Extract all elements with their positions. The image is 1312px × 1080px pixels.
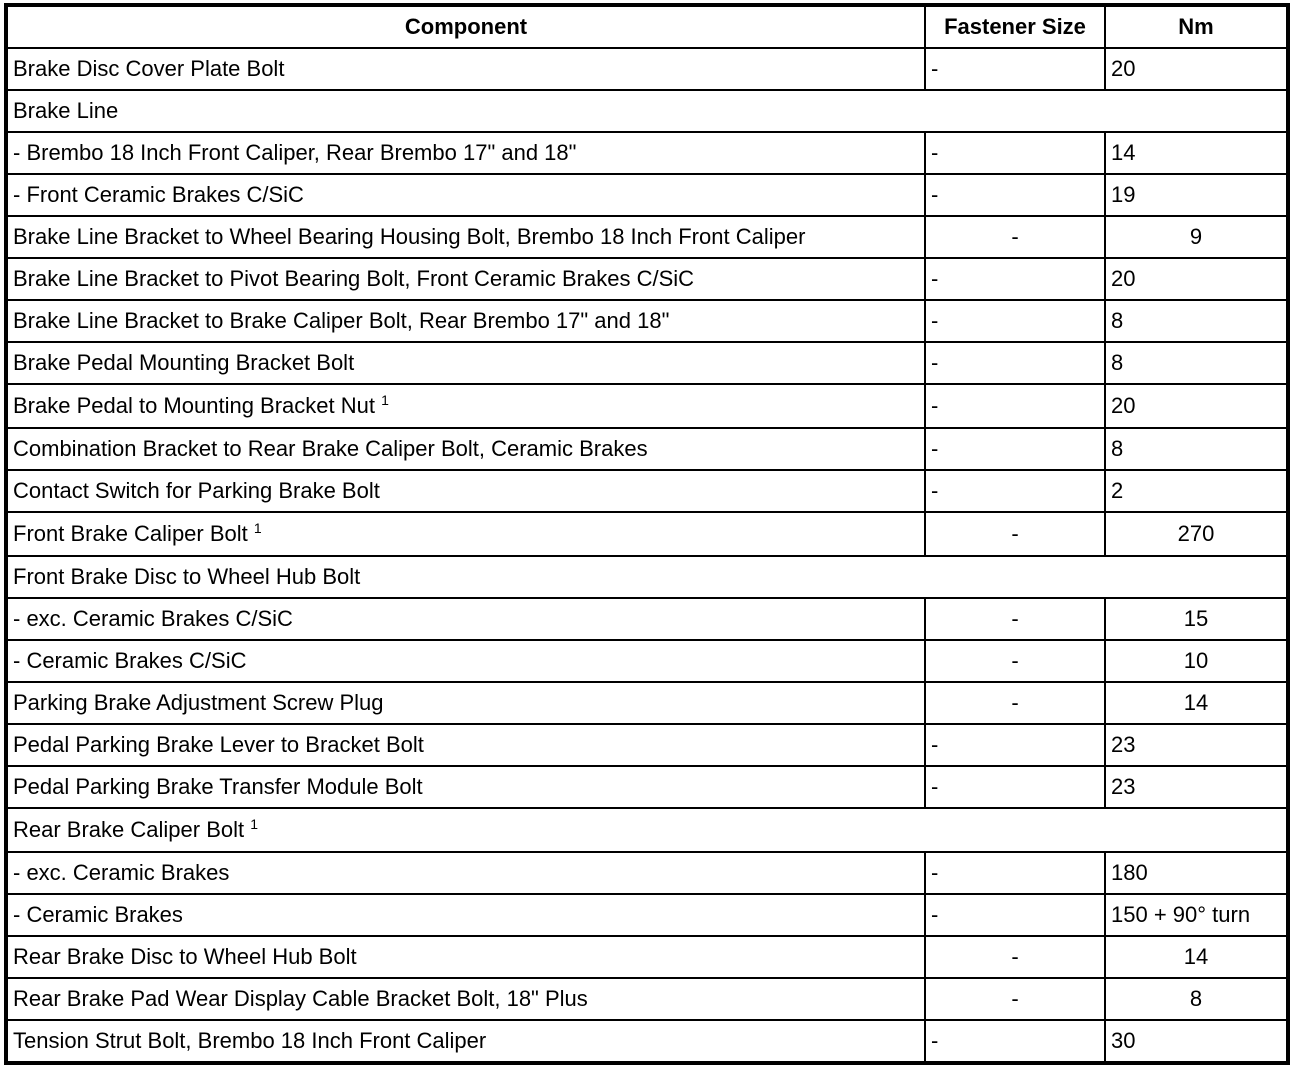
component-label: Pedal Parking Brake Transfer Module Bolt — [13, 774, 423, 799]
component-cell — [7, 90, 1287, 132]
fastener-size-cell: - — [925, 174, 1105, 216]
table-row — [7, 682, 1287, 724]
component-cell — [7, 978, 925, 1020]
component-label: Rear Brake Disc to Wheel Hub Bolt — [13, 944, 357, 969]
nm-cell: 14 — [1105, 132, 1287, 174]
component-cell — [7, 682, 925, 724]
component-label: - Brembo 18 Inch Front Caliper, Rear Brembo 17" and 18" — [13, 140, 577, 165]
nm-cell: 30 — [1105, 1020, 1287, 1062]
component-label: Contact Switch for Parking Brake Bolt — [13, 478, 380, 503]
table-row — [7, 936, 1287, 978]
component-label: - Ceramic Brakes C/SiC — [13, 648, 247, 673]
nm-cell: 150 + 90° turn — [1105, 894, 1287, 936]
table-row — [7, 470, 1287, 512]
component-cell — [7, 852, 925, 894]
component-label: Combination Bracket to Rear Brake Caliper Bolt, Ceramic Brakes — [13, 436, 648, 461]
table-row — [7, 894, 1287, 936]
component-cell — [7, 258, 925, 300]
component-label: Brake Pedal to Mounting Bracket Nut — [13, 393, 375, 418]
footnote-marker: 1 — [253, 520, 262, 536]
nm-cell: 9 — [1105, 216, 1287, 258]
component-label: Tension Strut Bolt, Brembo 18 Inch Front Caliper — [13, 1028, 487, 1053]
table-row — [7, 766, 1287, 808]
section-row — [7, 808, 1287, 852]
component-cell — [7, 556, 1287, 598]
nm-cell: 14 — [1105, 682, 1287, 724]
component-label: Front Brake Caliper Bolt — [13, 521, 248, 546]
header-nm: Nm — [1105, 6, 1287, 48]
component-cell — [7, 894, 925, 936]
component-label: Brake Line Bracket to Brake Caliper Bolt, Rear Brembo 17" and 18" — [13, 308, 670, 333]
fastener-size-cell: - — [925, 978, 1105, 1020]
nm-cell: 8 — [1105, 428, 1287, 470]
component-cell — [7, 766, 925, 808]
component-label: Pedal Parking Brake Lever to Bracket Bolt — [13, 732, 424, 757]
component-label: Brake Line — [13, 98, 119, 123]
component-cell — [7, 428, 925, 470]
nm-cell: 20 — [1105, 258, 1287, 300]
component-cell — [7, 342, 925, 384]
table-row — [7, 1020, 1287, 1062]
table-row — [7, 216, 1287, 258]
component-cell — [7, 384, 925, 428]
component-label: - Ceramic Brakes — [13, 902, 183, 927]
component-cell — [7, 640, 925, 682]
table-row — [7, 512, 1287, 556]
component-cell — [7, 598, 925, 640]
table-row — [7, 978, 1287, 1020]
nm-cell: 2 — [1105, 470, 1287, 512]
nm-cell: 8 — [1105, 978, 1287, 1020]
table-row — [7, 258, 1287, 300]
fastener-size-cell: - — [925, 640, 1105, 682]
component-label: - exc. Ceramic Brakes — [13, 860, 230, 885]
table-row — [7, 640, 1287, 682]
component-cell — [7, 470, 925, 512]
fastener-size-cell: - — [925, 258, 1105, 300]
table-row — [7, 852, 1287, 894]
header-fastener-size: Fastener Size — [925, 6, 1105, 48]
fastener-size-cell: - — [925, 852, 1105, 894]
fastener-size-cell: - — [925, 598, 1105, 640]
fastener-size-cell: - — [925, 1020, 1105, 1062]
nm-cell: 10 — [1105, 640, 1287, 682]
fastener-size-cell: - — [925, 470, 1105, 512]
fastener-size-cell: - — [925, 300, 1105, 342]
fastener-size-cell: - — [925, 428, 1105, 470]
table-row — [7, 428, 1287, 470]
nm-cell: 15 — [1105, 598, 1287, 640]
nm-cell: 23 — [1105, 724, 1287, 766]
section-row — [7, 90, 1287, 132]
table-row — [7, 132, 1287, 174]
table-row — [7, 598, 1287, 640]
header-component: Component — [7, 6, 925, 48]
component-label: Parking Brake Adjustment Screw Plug — [13, 690, 384, 715]
nm-cell: 8 — [1105, 300, 1287, 342]
table-row — [7, 384, 1287, 428]
nm-cell: 20 — [1105, 48, 1287, 90]
table-row — [7, 724, 1287, 766]
nm-cell: 19 — [1105, 174, 1287, 216]
nm-cell: 8 — [1105, 342, 1287, 384]
fastener-size-cell: - — [925, 766, 1105, 808]
component-cell — [7, 174, 925, 216]
nm-cell: 23 — [1105, 766, 1287, 808]
fastener-size-cell: - — [925, 384, 1105, 428]
component-label: Brake Pedal Mounting Bracket Bolt — [13, 350, 355, 375]
table-body — [7, 48, 1287, 1062]
component-label: Rear Brake Pad Wear Display Cable Bracket Bolt, 18" Plus — [13, 986, 588, 1011]
component-label: Front Brake Disc to Wheel Hub Bolt — [13, 564, 361, 589]
nm-cell: 20 — [1105, 384, 1287, 428]
nm-cell: 270 — [1105, 512, 1287, 556]
fastener-size-cell: - — [925, 682, 1105, 724]
table-row — [7, 300, 1287, 342]
component-label: Brake Disc Cover Plate Bolt — [13, 56, 285, 81]
fastener-size-cell: - — [925, 132, 1105, 174]
component-label: - exc. Ceramic Brakes C/SiC — [13, 606, 293, 631]
nm-cell: 14 — [1105, 936, 1287, 978]
component-cell — [7, 300, 925, 342]
component-cell — [7, 216, 925, 258]
torque-spec-table — [6, 5, 1288, 1063]
component-cell — [7, 48, 925, 90]
component-label: Brake Line Bracket to Pivot Bearing Bolt, Front Ceramic Brakes C/SiC — [13, 266, 695, 291]
component-cell — [7, 808, 1287, 852]
component-label: Rear Brake Caliper Bolt — [13, 817, 245, 842]
footnote-marker: 1 — [250, 816, 259, 832]
nm-cell: 180 — [1105, 852, 1287, 894]
component-label: Brake Line Bracket to Wheel Bearing Housing Bolt, Brembo 18 Inch Front Caliper — [13, 224, 806, 249]
fastener-size-cell: - — [925, 894, 1105, 936]
component-cell — [7, 724, 925, 766]
section-row — [7, 556, 1287, 598]
component-cell — [7, 936, 925, 978]
table-row — [7, 48, 1287, 90]
fastener-size-cell: - — [925, 342, 1105, 384]
fastener-size-cell: - — [925, 724, 1105, 766]
header-row — [7, 6, 1287, 48]
component-label: - Front Ceramic Brakes C/SiC — [13, 182, 304, 207]
fastener-size-cell: - — [925, 216, 1105, 258]
component-cell — [7, 132, 925, 174]
component-cell — [7, 512, 925, 556]
table-row — [7, 174, 1287, 216]
fastener-size-cell: - — [925, 48, 1105, 90]
component-cell — [7, 1020, 925, 1062]
footnote-marker: 1 — [381, 392, 389, 408]
fastener-size-cell: - — [925, 936, 1105, 978]
fastener-size-cell: - — [925, 512, 1105, 556]
table-row — [7, 342, 1287, 384]
